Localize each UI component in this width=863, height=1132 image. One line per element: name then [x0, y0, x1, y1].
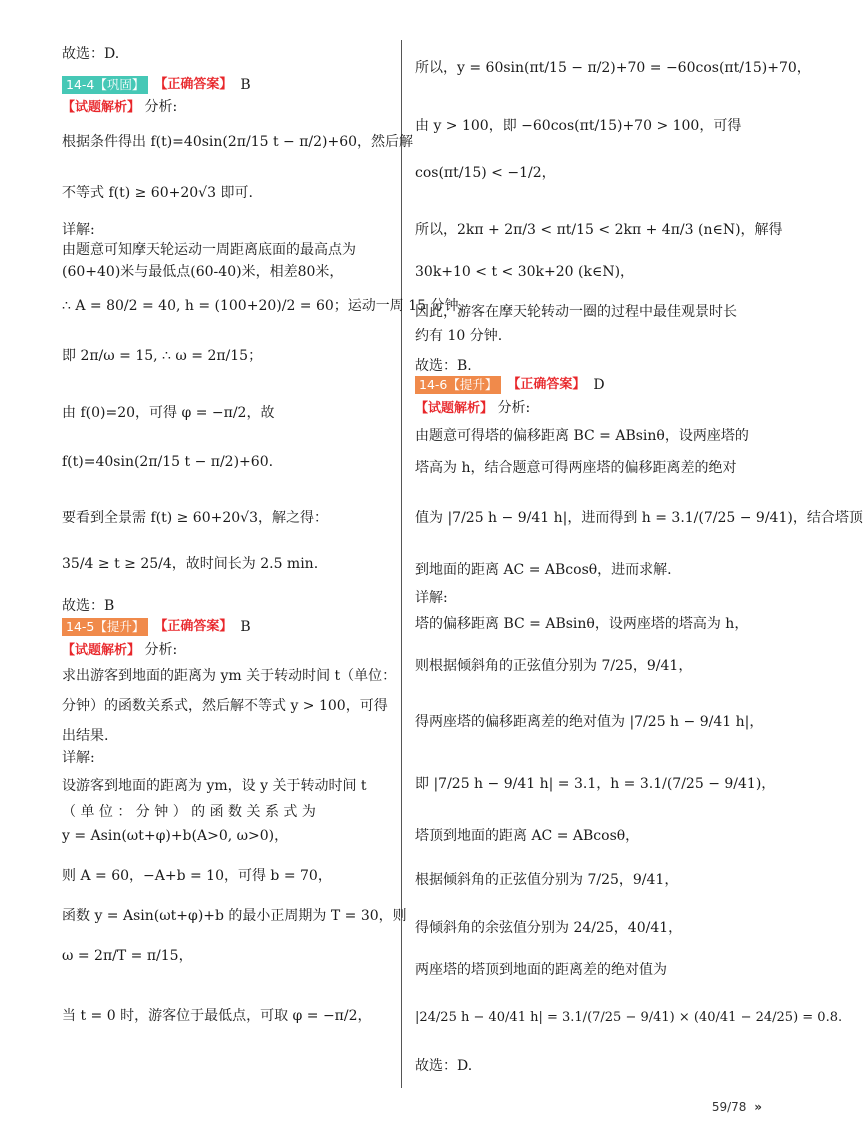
text-line: 35/4 ≥ t ≥ 25/4，故时间长为 2.5 min. — [62, 556, 319, 572]
text-line: 不等式 f(t) ≥ 60+20√3 即可. — [62, 185, 253, 201]
text-line: 两座塔的塔顶到地面的距离差的绝对值为 — [415, 962, 667, 978]
answer-value: D — [593, 377, 605, 393]
text-line: 求出游客到地面的距离为 ym 关于转动时间 t（单位： — [62, 668, 397, 684]
text-line: 得两座塔的偏移距离差的绝对值为 |7/25 h − 9/41 h|， — [415, 714, 764, 730]
page-number: 59/78 — [711, 1100, 747, 1114]
analysis-line — [62, 97, 177, 118]
question-tag: 14-5【提升】 — [62, 618, 148, 636]
text-line: 要看到全景需 f(t) ≥ 60+20√3，解之得： — [62, 510, 328, 526]
question-header-14-4 — [62, 76, 251, 94]
text-line: 塔的偏移距离 BC = ABsinθ，设两座塔的塔高为 h， — [415, 616, 749, 632]
analysis-word: 分析: — [144, 642, 178, 658]
page-footer — [712, 1100, 762, 1114]
answer-label: 【正确答案】 — [154, 77, 233, 92]
text-line: cos(πt/15) < −1/2， — [415, 165, 556, 181]
text-line: 分钟）的函数关系式，然后解不等式 y > 100，可得 — [62, 698, 388, 714]
text-line: 根据倾斜角的正弦值分别为 7/25，9/41， — [415, 872, 679, 888]
text-line: 故选：B — [62, 598, 115, 614]
answer-label: 【正确答案】 — [507, 377, 586, 392]
answer-value: B — [240, 619, 251, 635]
question-header-14-6 — [415, 376, 605, 394]
text-line: 故选：D. — [62, 46, 120, 62]
analysis-line — [62, 640, 177, 661]
analysis-label: 【试题解析】 — [415, 401, 494, 416]
text-line: 所以，2kπ + 2π/3 < πt/15 < 2kπ + 4π/3 (n∈N)，解得 — [415, 222, 783, 238]
text-line: 得倾斜角的余弦值分别为 24/25，40/41， — [415, 920, 683, 936]
text-line: 塔顶到地面的距离 AC = ABcosθ， — [415, 828, 640, 844]
text-line: 由 f(0)=20，可得 φ = −π/2，故 — [62, 405, 275, 421]
text-line: 详解: — [62, 750, 95, 766]
text-line: 故选：B. — [415, 358, 472, 374]
text-line: 由题意可得塔的偏移距离 BC = ABsinθ，设两座塔的 — [415, 428, 749, 444]
text-line: 到地面的距离 AC = ABcosθ，进而求解. — [415, 562, 672, 578]
text-line: 则 A = 60，−A+b = 10，可得 b = 70， — [62, 868, 332, 884]
text-line: ω = 2π/T = π/15， — [62, 948, 193, 964]
text-line: 由题意可知摩天轮运动一周距离底面的最高点为 — [62, 242, 356, 258]
text-line: 当 t = 0 时，游客位于最低点，可取 φ = −π/2， — [62, 1008, 372, 1024]
column-divider — [401, 40, 402, 1088]
analysis-line — [415, 398, 530, 419]
analysis-label: 【试题解析】 — [62, 100, 141, 115]
analysis-word: 分析: — [144, 99, 178, 115]
text-line: 即 2π/ω = 15, ∴ ω = 2π/15； — [62, 348, 263, 364]
text-line: y = Asin(ωt+φ)+b(A>0, ω>0)， — [62, 828, 289, 844]
text-line: 由 y > 100，即 −60cos(πt/15)+70 > 100，可得 — [415, 118, 742, 134]
question-tag: 14-4【巩固】 — [62, 76, 148, 94]
text-line: 出结果. — [62, 728, 109, 744]
text-line: 详解: — [415, 590, 448, 606]
text-line: 约有 10 分钟. — [415, 328, 503, 344]
text-line: 所以，y = 60sin(πt/15 − π/2)+70 = −60cos(πt/15)+70， — [415, 60, 811, 76]
text-line: （ 单 位 ： 分 钟 ） 的 函 数 关 系 式 为 — [62, 804, 316, 820]
text-line: 故选：D. — [415, 1058, 473, 1074]
text-line: ∴ A = 80/2 = 40, h = (100+20)/2 = 60；运动一周 15 分钟， — [62, 298, 473, 314]
next-page-icon: » — [754, 1100, 762, 1114]
answer-value: B — [240, 77, 251, 93]
text-line: f(t)=40sin(2π/15 t − π/2)+60. — [62, 454, 274, 470]
text-line: 塔高为 h，结合题意可得两座塔的偏移距离差的绝对 — [415, 460, 737, 476]
text-line: 30k+10 < t < 30k+20 (k∈N)， — [415, 264, 635, 280]
text-line: 函数 y = Asin(ωt+φ)+b 的最小正周期为 T = 30，则 — [62, 908, 407, 924]
text-line: 值为 |7/25 h − 9/41 h|，进而得到 h = 3.1/(7/25 − 9/41)，结合塔顶 — [415, 510, 863, 526]
text-line: 设游客到地面的距离为 ym，设 y 关于转动时间 t — [62, 778, 367, 794]
text-line: 根据条件得出 f(t)=40sin(2π/15 t − π/2)+60，然后解 — [62, 134, 414, 150]
answer-label: 【正确答案】 — [154, 619, 233, 634]
text-line: |24/25 h − 40/41 h| = 3.1/(7/25 − 9/41) × (40/41 − 24/25) = 0.8. — [415, 1010, 843, 1025]
text-line: 即 |7/25 h − 9/41 h| = 3.1，h = 3.1/(7/25 − 9/41)， — [415, 776, 776, 792]
text-line: 则根据倾斜角的正弦值分别为 7/25，9/41， — [415, 658, 693, 674]
text-line: 详解: — [62, 222, 95, 238]
question-header-14-5 — [62, 618, 251, 636]
text-line: (60+40)米与最低点(60-40)米，相差80米， — [62, 264, 344, 280]
analysis-label: 【试题解析】 — [62, 643, 141, 658]
analysis-word: 分析: — [497, 400, 531, 416]
text-line: 因此，游客在摩天轮转动一圈的过程中最佳观景时长 — [415, 304, 737, 320]
question-tag: 14-6【提升】 — [415, 376, 501, 394]
